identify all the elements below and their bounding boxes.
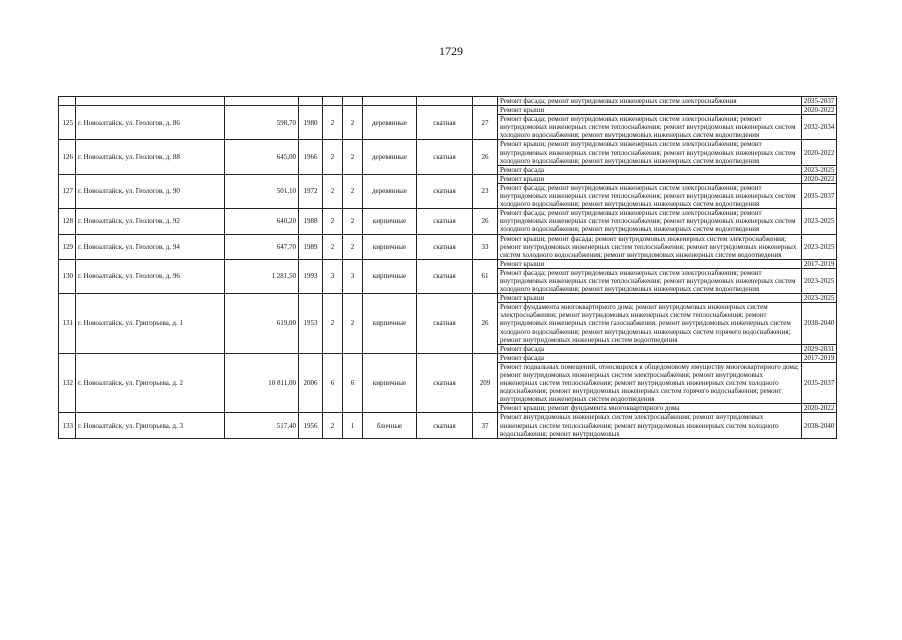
cell-entrances: 2 — [343, 174, 363, 208]
cell-period: 2029-2031 — [802, 344, 837, 353]
table-row — [59, 259, 837, 268]
cell-flats: 209 — [473, 353, 498, 413]
cell-roof: скатная — [417, 259, 473, 293]
cell-num: 130 — [59, 259, 76, 293]
cell-work: Ремонт фасада; ремонт внутридомовых инженерных систем электроснабжения; ремонт внутридомовых инженерных систем теплоснабжения; ремонт внутридомовых инженерных систем холодного водоснабжения; ремонт внутридомовых инженерных систем водоотведения — [498, 209, 802, 234]
cell-floors: 2 — [323, 209, 343, 234]
cell-flats: 26 — [473, 209, 498, 234]
table-row — [59, 209, 837, 234]
cell-entrances: 1 — [343, 413, 363, 438]
cell-floors: 2 — [323, 413, 343, 438]
cell-walls: кирпичные — [363, 259, 417, 293]
cell-roof: скатная — [417, 294, 473, 354]
cell-num: 132 — [59, 353, 76, 413]
cell-year: 1956 — [299, 413, 323, 438]
cell-area: 647,70 — [225, 234, 299, 259]
cell-address: г. Новоалтайск, ул. Геологов, д. 88 — [76, 140, 225, 174]
cell-walls — [363, 97, 417, 106]
cell-address: г. Новоалтайск, ул. Геологов, д. 96 — [76, 259, 225, 293]
cell-address: г. Новоалтайск, ул. Геологов, д. 90 — [76, 174, 225, 208]
table-row-continued — [59, 97, 837, 106]
cell-floors: 6 — [323, 353, 343, 413]
cell-period: 2020-2022 — [802, 174, 837, 183]
cell-flats: 27 — [473, 106, 498, 140]
cell-num: 126 — [59, 140, 76, 174]
cell-work: Ремонт подвальных помещений, относящихся к общедомовому имуществу многоквартирного дома; ремонт внутридомовых инженерных систем электроснабжения; ремонт внутридомовых инженерных систем теплоснабжения; ремонт внутридомовых инженерных систем холодного водоснабжения; ремонт внутридомовых инженерных систем горячего водоснабжения; ремонт внутридомовых инженерных систем водоотведения — [498, 362, 802, 403]
cell-area: 645,00 — [225, 140, 299, 174]
cell-period: 2023-2025 — [802, 165, 837, 174]
cell-work: Ремонт крыши; ремонт внутридомовых инженерных систем электроснабжения; ремонт внутридомовых инженерных систем теплоснабжения; ремонт внутридомовых инженерных систем холодного водоснабжения; ремонт внутридомовых инженерных систем водоотведения — [498, 140, 802, 165]
cell-period: 2038-2040 — [802, 303, 837, 344]
page-number: 1729 — [439, 44, 463, 58]
cell-walls: кирпичные — [363, 209, 417, 234]
cell-address: г. Новоалтайск, ул. Геологов, д. 92 — [76, 209, 225, 234]
table-row — [59, 174, 837, 183]
cell-area — [225, 97, 299, 106]
cell-period: 2023-2025 — [802, 268, 837, 293]
cell-year: 1988 — [299, 209, 323, 234]
cell-floors: 2 — [323, 294, 343, 354]
cell-floors: 3 — [323, 259, 343, 293]
cell-address: г. Новоалтайск, ул. Геологов, д. 94 — [76, 234, 225, 259]
cell-roof: скатная — [417, 413, 473, 438]
cell-address: г. Новоалтайск, ул. Григорьева, д. 1 — [76, 294, 225, 354]
cell-work: Ремонт фундамента многоквартирного дома; ремонт внутридомовых инженерных систем электроснабжения; ремонт внутридомовых инженерных систем теплоснабжения; ремонт внутридомовых инженерных систем газоснабжения; ремонт внутридомовых инженерных систем холодного водоснабжения; ремонт внутридомовых инженерных систем горячего водоснабжения; ремонт внутридомовых инженерных систем водоотведения — [498, 303, 802, 344]
cell-roof: скатная — [417, 106, 473, 140]
cell-period: 2023-2025 — [802, 209, 837, 234]
cell-walls: деревянные — [363, 140, 417, 174]
cell-floors: 2 — [323, 106, 343, 140]
cell-period: 2035-2037 — [802, 97, 837, 106]
cell-period: 2020-2022 — [802, 140, 837, 165]
cell-year: 1989 — [299, 234, 323, 259]
cell-period: 2023-2025 — [802, 294, 837, 303]
table-row — [59, 106, 837, 115]
cell-flats: 26 — [473, 294, 498, 354]
cell-num: 129 — [59, 234, 76, 259]
cell-work: Ремонт фасада; ремонт внутридомовых инженерных систем электроснабжения; ремонт внутридомовых инженерных систем теплоснабжения; ремонт внутридомовых инженерных систем холодного водоснабжения; ремонт внутридомовых инженерных систем водоотведения — [498, 268, 802, 293]
cell-walls: блочные — [363, 413, 417, 438]
cell-flats: 26 — [473, 140, 498, 174]
cell-area: 1 281,50 — [225, 259, 299, 293]
cell-area: 517,40 — [225, 413, 299, 438]
cell-floors: 2 — [323, 174, 343, 208]
cell-work: Ремонт фасада — [498, 165, 802, 174]
cell-floors — [323, 97, 343, 106]
cell-year — [299, 97, 323, 106]
capital-repair-table — [58, 96, 837, 439]
cell-area: 598,70 — [225, 106, 299, 140]
cell-walls: деревянные — [363, 106, 417, 140]
cell-walls: деревянные — [363, 174, 417, 208]
cell-entrances: 2 — [343, 234, 363, 259]
cell-period: 2017-2019 — [802, 353, 837, 362]
cell-period: 2020-2022 — [802, 404, 837, 413]
cell-flats: 37 — [473, 413, 498, 438]
cell-floors: 2 — [323, 234, 343, 259]
cell-period: 2032-2034 — [802, 115, 837, 140]
cell-entrances: 2 — [343, 209, 363, 234]
cell-area: 10 811,00 — [225, 353, 299, 413]
cell-year: 1953 — [299, 294, 323, 354]
cell-entrances: 3 — [343, 259, 363, 293]
cell-flats: 61 — [473, 259, 498, 293]
cell-entrances: 2 — [343, 140, 363, 174]
cell-roof: скатная — [417, 174, 473, 208]
cell-walls: кирпичные — [363, 234, 417, 259]
cell-roof: скатная — [417, 209, 473, 234]
cell-work: Ремонт крыши; ремонт фасада; ремонт внутридомовых инженерных систем электроснабжения; ремонт внутридомовых инженерных систем теплоснабжения; ремонт внутридомовых инженерных систем холодного водоснабжения; ремонт внутридомовых инженерных систем водоотведения — [498, 234, 802, 259]
cell-work: Ремонт фасада — [498, 344, 802, 353]
cell-roof: скатная — [417, 140, 473, 174]
cell-area: 501,10 — [225, 174, 299, 208]
cell-work: Ремонт внутридомовых инженерных систем электроснабжения; ремонт внутридомовых инженерных систем теплоснабжения; ремонт внутридомовых инженерных систем холодного водоснабжения; ремонт внутридомовых — [498, 413, 802, 438]
cell-floors: 2 — [323, 140, 343, 174]
cell-flats — [473, 97, 498, 106]
cell-num: 127 — [59, 174, 76, 208]
table-row — [59, 353, 837, 362]
cell-num: 128 — [59, 209, 76, 234]
cell-entrances: 2 — [343, 106, 363, 140]
cell-num: 125 — [59, 106, 76, 140]
cell-year: 2006 — [299, 353, 323, 413]
table-row — [59, 234, 837, 259]
cell-work: Ремонт фасада; ремонт внутридомовых инженерных систем электроснабжения; ремонт внутридомовых инженерных систем теплоснабжения; ремонт внутридомовых инженерных систем холодного водоснабжения; ремонт внутридомовых инженерных систем водоотведения — [498, 183, 802, 208]
cell-year: 1993 — [299, 259, 323, 293]
table-body — [59, 97, 837, 439]
cell-period: 2017-2019 — [802, 259, 837, 268]
cell-walls: кирпичные — [363, 294, 417, 354]
cell-work: Ремонт фасада; ремонт внутридомовых инженерных систем электроснабжения; ремонт внутридомовых инженерных систем теплоснабжения; ремонт внутридомовых инженерных систем холодного водоснабжения; ремонт внутридомовых инженерных систем водоотведения — [498, 115, 802, 140]
cell-period: 2023-2025 — [802, 234, 837, 259]
cell-roof: скатная — [417, 353, 473, 413]
cell-roof — [417, 97, 473, 106]
cell-entrances — [343, 97, 363, 106]
cell-period: 2038-2040 — [802, 413, 837, 438]
cell-year: 1972 — [299, 174, 323, 208]
table-row — [59, 294, 837, 303]
cell-address: г. Новоалтайск, ул. Григорьева, д. 3 — [76, 413, 225, 438]
cell-flats: 23 — [473, 174, 498, 208]
cell-work: Ремонт крыши — [498, 259, 802, 268]
cell-address — [76, 97, 225, 106]
cell-period: 2035-2037 — [802, 362, 837, 403]
cell-entrances: 2 — [343, 294, 363, 354]
cell-address: г. Новоалтайск, ул. Григорьева, д. 2 — [76, 353, 225, 413]
cell-period: 2035-2037 — [802, 183, 837, 208]
cell-work: Ремонт крыши — [498, 174, 802, 183]
cell-num — [59, 97, 76, 106]
cell-year: 1980 — [299, 106, 323, 140]
cell-area: 640,20 — [225, 209, 299, 234]
cell-work: Ремонт крыши — [498, 106, 802, 115]
cell-roof: скатная — [417, 234, 473, 259]
cell-work: Ремонт крыши — [498, 294, 802, 303]
cell-num: 133 — [59, 413, 76, 438]
cell-address: г. Новоалтайск, ул. Геологов, д. 86 — [76, 106, 225, 140]
cell-work: Ремонт фасада — [498, 353, 802, 362]
table-row — [59, 140, 837, 165]
cell-year: 1966 — [299, 140, 323, 174]
cell-flats: 33 — [473, 234, 498, 259]
cell-work: Ремонт фасада; ремонт внутридомовых инженерных систем электроснабжения — [498, 97, 802, 106]
table-row — [59, 413, 837, 438]
cell-period: 2020-2022 — [802, 106, 837, 115]
cell-entrances: 6 — [343, 353, 363, 413]
cell-work: Ремонт крыши; ремонт фундамента многоквартирного дома — [498, 404, 802, 413]
cell-num: 131 — [59, 294, 76, 354]
cell-area: 619,00 — [225, 294, 299, 354]
cell-walls: кирпичные — [363, 353, 417, 413]
